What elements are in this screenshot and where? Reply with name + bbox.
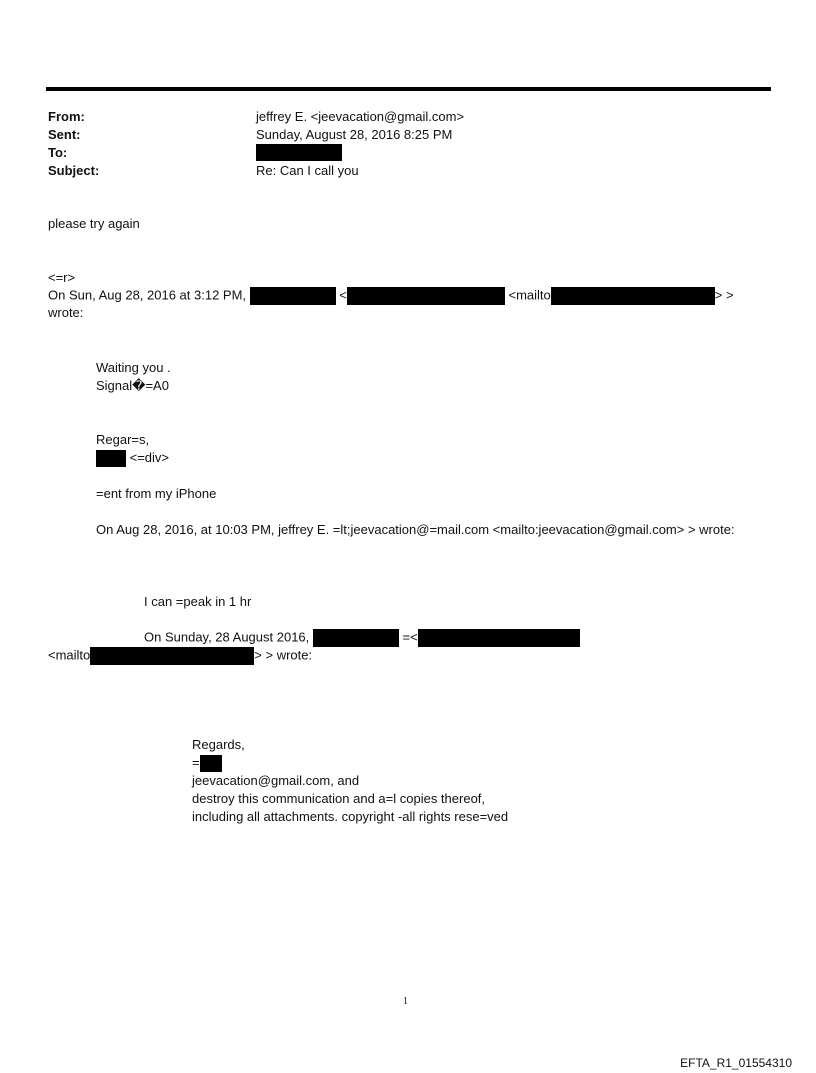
quote3-mailto-line (48, 647, 312, 665)
subject-label: Subject: (48, 163, 100, 178)
div-text: <=div> (129, 450, 170, 465)
sent-label: Sent: (48, 127, 81, 142)
bates-number: EFTA_R1_01554310 (680, 1056, 792, 1070)
redaction (313, 629, 399, 647)
to-redaction (256, 144, 342, 161)
to-label: To: (48, 145, 68, 160)
eq-line (192, 755, 222, 772)
quote1-tail: > > (714, 287, 734, 303)
waiting-line: Waiting you . (96, 360, 171, 375)
redaction (250, 287, 336, 305)
redaction (96, 450, 126, 467)
redaction (90, 647, 254, 665)
sent-value: Sunday, August 28, 2016 8:25 PM (256, 127, 453, 142)
quote3-prefix: On Sunday, 28 August 2016, (144, 629, 310, 645)
quote3-tail: > > wrote: (254, 647, 313, 663)
redaction (347, 287, 505, 305)
regards-line-2: Regards, (192, 737, 245, 752)
including-line: including all attachments. copyright -all rights rese=ved (192, 809, 509, 824)
quote1-prefix: On Sun, Aug 28, 2016 at 3:12 PM, (48, 287, 247, 303)
regards-line-1: Regar=s, (96, 432, 150, 447)
page-number: 1 (403, 996, 408, 1007)
email-line: jeevacation@gmail.com, and (192, 773, 360, 788)
from-label: From: (48, 109, 85, 124)
quote3-mid: =< (402, 629, 418, 645)
redaction (200, 755, 222, 772)
speak-line: I can =peak in 1 hr (144, 594, 252, 609)
body-line-please: please try again (48, 216, 140, 231)
quote1-header (48, 287, 734, 305)
redaction (551, 287, 715, 305)
quote1-mailto: <mailto (508, 287, 551, 303)
quote1-lt: < (339, 287, 347, 303)
subject-value: Re: Can I call you (256, 163, 359, 178)
header-rule (46, 87, 771, 91)
from-value: jeffrey E. <jeevacation@gmail.com> (256, 109, 465, 124)
signal-line: Signal�=A0 (96, 378, 169, 393)
destroy-line: destroy this communication and a=l copies thereof, (192, 791, 486, 806)
quote3-mailto: <mailto (48, 647, 91, 663)
eq-text: = (192, 755, 200, 770)
quote1-marker: <=r> (48, 270, 76, 285)
sent-from-line: =ent from my iPhone (96, 486, 217, 501)
quote1-wrote: wrote: (48, 305, 84, 320)
div-line (96, 450, 169, 467)
quote3-header (144, 629, 580, 647)
redaction (418, 629, 580, 647)
quote2-line: On Aug 28, 2016, at 10:03 PM, jeffrey E. =lt;jeevacation@=mail.com <mailto:jeevacation@gmail.com> > wrote: (96, 522, 735, 537)
